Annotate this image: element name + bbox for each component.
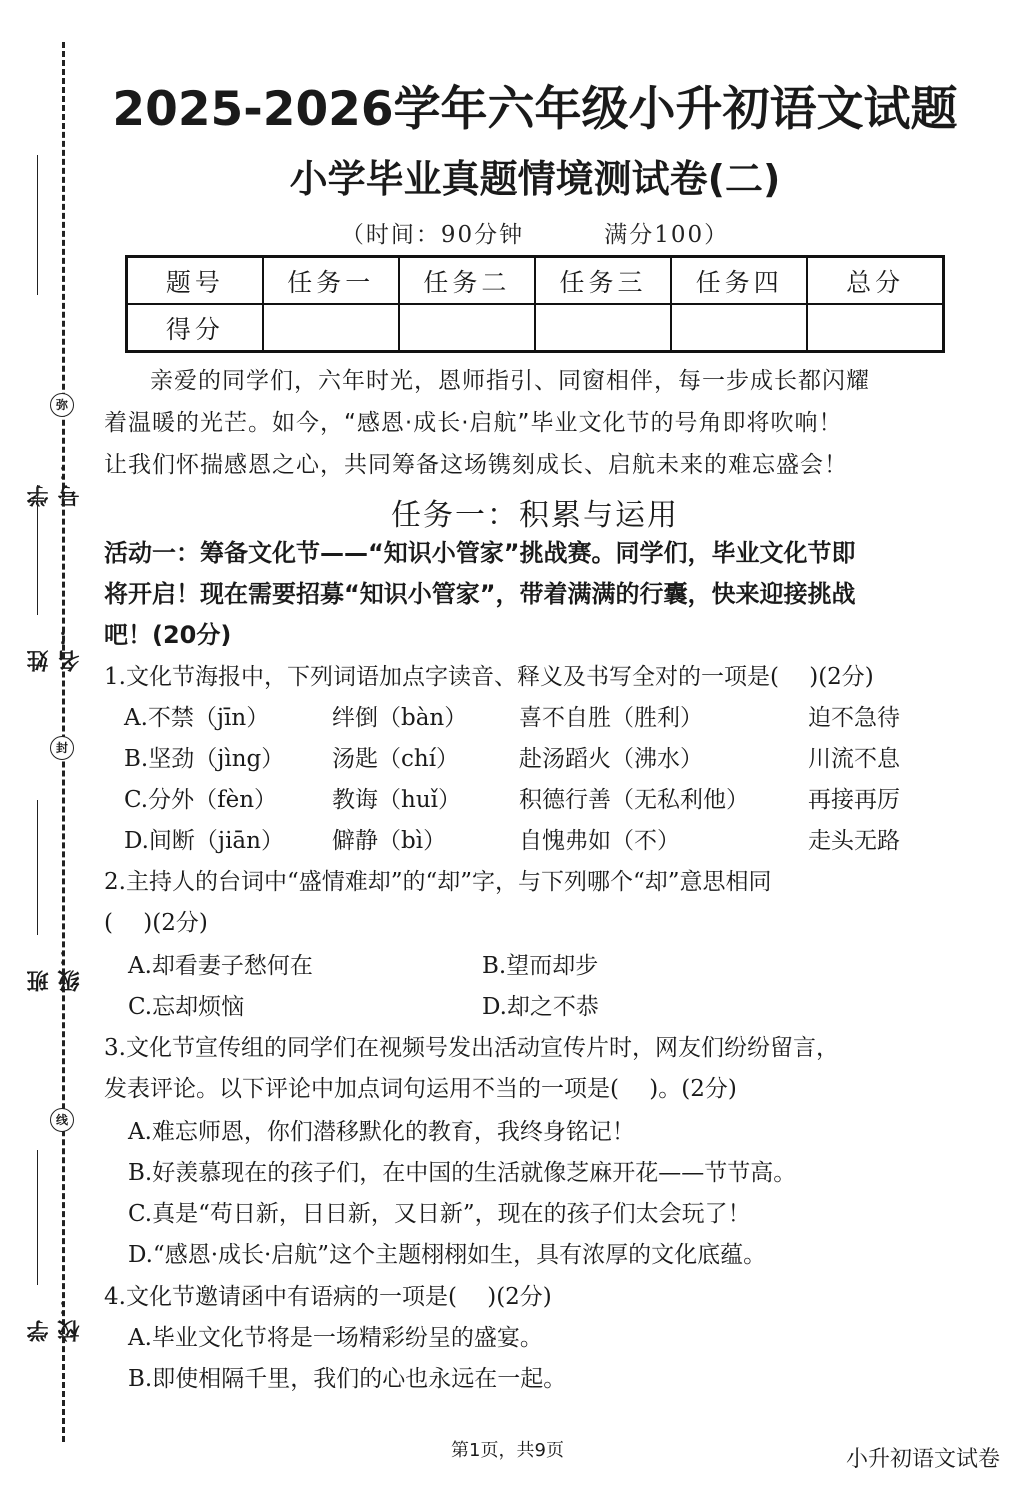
- intro-line: 着温暖的光芒。如今，“感恩·成长·启航”毕业文化节的号角即将吹响！: [104, 410, 843, 436]
- page-number: 第1页，共9页: [451, 1440, 564, 1461]
- q4-option[interactable]: A.毕业文化节将是一场精彩纷呈的盛宴。: [128, 1325, 543, 1351]
- q3-option[interactable]: C.真是“苟日新，日日新，又日新”，现在的孩子们太会玩了！: [128, 1201, 751, 1227]
- q1-stem: 1.文化节海报中，下列词语加点字读音、释义及书写全对的一项是( )(2分): [104, 664, 874, 690]
- student-id-label: 学号：: [27, 455, 83, 507]
- score-entry-cell[interactable]: [535, 304, 671, 352]
- exam-time-info: [100, 216, 970, 249]
- score-entry-cell[interactable]: [399, 304, 535, 352]
- seal-mark: 线: [50, 1108, 74, 1132]
- time-limit: （时间：90分钟: [340, 222, 525, 248]
- activity-line: 将开启！现在需要招募“知识小管家”，带着满满的行囊，快来迎接挑战: [104, 580, 856, 608]
- score-table-header-row: [127, 257, 944, 305]
- activity-line: 吧！(20分): [104, 621, 232, 649]
- score-header-cell: 任务四: [671, 257, 807, 305]
- intro-line: 亲爱的同学们，六年时光，恩师指引、同窗相伴，每一步成长都闪耀: [150, 368, 870, 394]
- score-entry-cell[interactable]: [671, 304, 807, 352]
- full-score: 满分100）: [604, 222, 730, 248]
- score-header-cell: 总分: [807, 257, 943, 305]
- intro-paragraph: [104, 360, 974, 486]
- q4-option[interactable]: B.即使相隔千里，我们的心也永远在一起。: [128, 1366, 567, 1392]
- activity1-description: [104, 533, 974, 656]
- score-header-cell: 题号: [127, 257, 263, 305]
- seal-mark: 封: [50, 736, 74, 760]
- activity-line: 活动一：筹备文化节——“知识小管家”挑战赛。同学们，毕业文化节即: [104, 539, 856, 567]
- intro-line: 让我们怀揣感恩之心，共同筹备这场镌刻成长、启航未来的难忘盛会！: [104, 452, 848, 478]
- q3-option[interactable]: D.“感恩·成长·启航”这个主题栩栩如生，具有浓厚的文化底蕴。: [128, 1242, 767, 1268]
- exam-subtitle: 小学毕业真题情境测试卷(二): [289, 157, 781, 201]
- q3-option[interactable]: B.好羡慕现在的孩子们，在中国的生活就像芝麻开花——节节高。: [128, 1160, 797, 1186]
- binding-margin: [0, 0, 90, 1497]
- q4-stem: 4.文化节邀请函中有语病的一项是( )(2分): [104, 1284, 552, 1310]
- score-header-cell: 任务一: [263, 257, 399, 305]
- task1-title: 任务一：积累与运用: [391, 498, 679, 533]
- score-entry-cell[interactable]: [807, 304, 943, 352]
- score-entry-cell[interactable]: [263, 304, 399, 352]
- student-name-label: 姓名：: [27, 620, 83, 672]
- footer-label: 小升初语文试卷: [845, 1447, 1000, 1472]
- seal-mark: 弥: [50, 393, 74, 417]
- class-label: 班级：: [27, 940, 83, 992]
- score-header-cell: 任务三: [535, 257, 671, 305]
- exam-title: 2025-2026学年六年级小升初语文试题: [112, 82, 958, 137]
- score-header-cell: 任务二: [399, 257, 535, 305]
- q2-stem: 2.主持人的台词中“盛情难却”的“却”字，与下列哪个“却”意思相同 ( )(2分): [104, 869, 772, 936]
- score-row-label: 得分: [127, 304, 263, 352]
- score-table: [125, 255, 945, 353]
- q3-stem: 3.文化节宣传组的同学们在视频号发出活动宣传片时，网友们纷纷留言， 发表评论。以下评论中加点词句运用不当的一项是( )。(2分): [104, 1035, 839, 1102]
- q3-option[interactable]: A.难忘师恩，你们潜移默化的教育，我终身铭记！: [128, 1119, 635, 1145]
- score-table-score-row: [127, 304, 944, 352]
- school-label: 学校：: [27, 1290, 83, 1342]
